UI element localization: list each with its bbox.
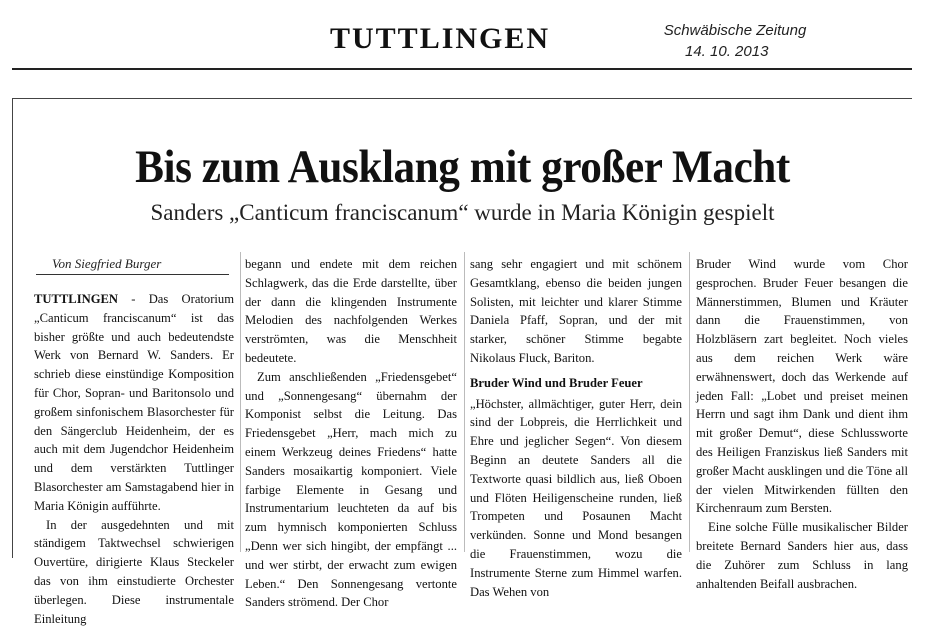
paragraph: sang sehr engagiert und mit schönem Gesamtklang, ebenso die beiden jungen Solisten, mit leichter und klarer Stimme Daniela Pfaff, Sopran, und der mit starker, schöner Stimme begabte Nikolaus Fluck, Bariton. — [470, 257, 682, 365]
paragraph-text: - Das Oratorium „Canticum franciscanum“ ist das bisher größte und auch bedeutendste Werk von Bernard W. Sanders. Er schrieb diese einstündige Komposition für Chor, Sopran- und Baritonsolo und großem sinfonischem Blasorchester für den Sängerclub Heidenheim, der es auch mit dem Jugendchor Heidenheim und dem verstärkten Tuttlinger Blasorchester am Samstagabend hier in Maria Königin aufführte. — [34, 292, 234, 513]
article-column-1 — [34, 290, 234, 628]
header-rule — [12, 98, 912, 99]
column-divider — [689, 252, 690, 552]
paragraph: Zum anschließenden „Friedensgebet“ und „Sonnengesang“ übernahm der Komponist selbst die Leitung. Das Friedensgebet „Herr, mach mich zu einem Werkzeug deines Friedens“ hatte Sanders mosaikartig komponiert. Viele farbige Elemente in Gesang und Instrumentarium leuchteten da auf bis zum hymnisch komponierten Schluss „Denn wer sich hingibt, der empfängt ... und wer stirbt, der erwacht zum ewigen Leben.“ Den Sonnengesang vertonte Sanders strömend. Der Chor — [245, 369, 457, 610]
paragraph: begann und endete mit dem reichen Schlagwerk, das die Erde darstellte, über der dann die klingenden Instrumente Melodien des nachfolgenden Werkes verströmten, was die Menschheit bedeutete. — [245, 257, 457, 365]
source-date: 14. 10. 2013 — [685, 43, 769, 60]
byline-rule — [36, 274, 229, 275]
paragraph: „Höchster, allmächtiger, guter Herr, dein sind der Lobpreis, die Herrlichkeit und Ehre und jeglicher Segen“. Von diesem Beginn an deutete Sanders all die Textworte quasi bildlich aus, ließ Oboen und Flöten Heiligenscheine runden, ließ Trompeten und Posaunen Macht verkünden. Sonne und Mond besangen die Frauenstimmen, wozu die Instrumente Sterne zum Himmel warfen. Das Wehen von — [470, 396, 682, 599]
article-column-4 — [696, 255, 908, 593]
article-byline: Von Siegfried Burger — [52, 256, 162, 271]
dateline: TUTTLINGEN — [34, 292, 118, 306]
paragraph: Eine solche Fülle musikalischer Bilder breitete Bernard Sanders hier aus, dass die Zuhörer zum Schluss in lang anhaltenden Beifall ausbrachen. — [696, 520, 908, 591]
paragraph — [34, 290, 234, 516]
left-border — [12, 98, 13, 558]
column-divider — [464, 252, 465, 552]
article-headline: Bis zum Ausklang mit großer Macht — [135, 141, 790, 193]
section-subheading: Bruder Wind und Bruder Feuer — [470, 375, 643, 390]
column-divider — [240, 252, 241, 552]
source-note — [660, 20, 810, 62]
top-rule — [12, 68, 912, 70]
article-subheadline: Sanders „Canticum franciscanum“ wurde in Maria Königin gespielt — [150, 200, 775, 225]
paragraph: Bruder Wind wurde vom Chor gesprochen. Bruder Feuer besangen die Männerstimmen, Blumen und Kräuter dann die Frauenstimmen, von Holzbläsern zart begleitet. Noch vieles aus dem reichen Werk wäre erwähnenswert, doch das Werkende auf jeden Fall: „Lobet und preiset meinen Herrn und sagt ihm Dank und dient ihm mit großer Demut“, diese Schlussworte des Heiligen Franziskus ließ Sanders mit großer Macht ausklingen und die Töne all der vielen Mitwirkenden füllten den Kirchenraum zum Bersten. — [696, 257, 908, 516]
section-title: TUTTLINGEN — [330, 22, 551, 55]
source-name: Schwäbische Zeitung — [663, 22, 807, 39]
article-column-2 — [245, 255, 457, 612]
article-column-3 — [470, 255, 682, 601]
paragraph: In der ausgedehnten und mit ständigem Taktwechsel schwierigen Ouvertüre, dirigierte Klaus Steckeler das von ihm einstudierte Orchester überlegen. Diese instrumentale Einleitung — [34, 517, 234, 626]
